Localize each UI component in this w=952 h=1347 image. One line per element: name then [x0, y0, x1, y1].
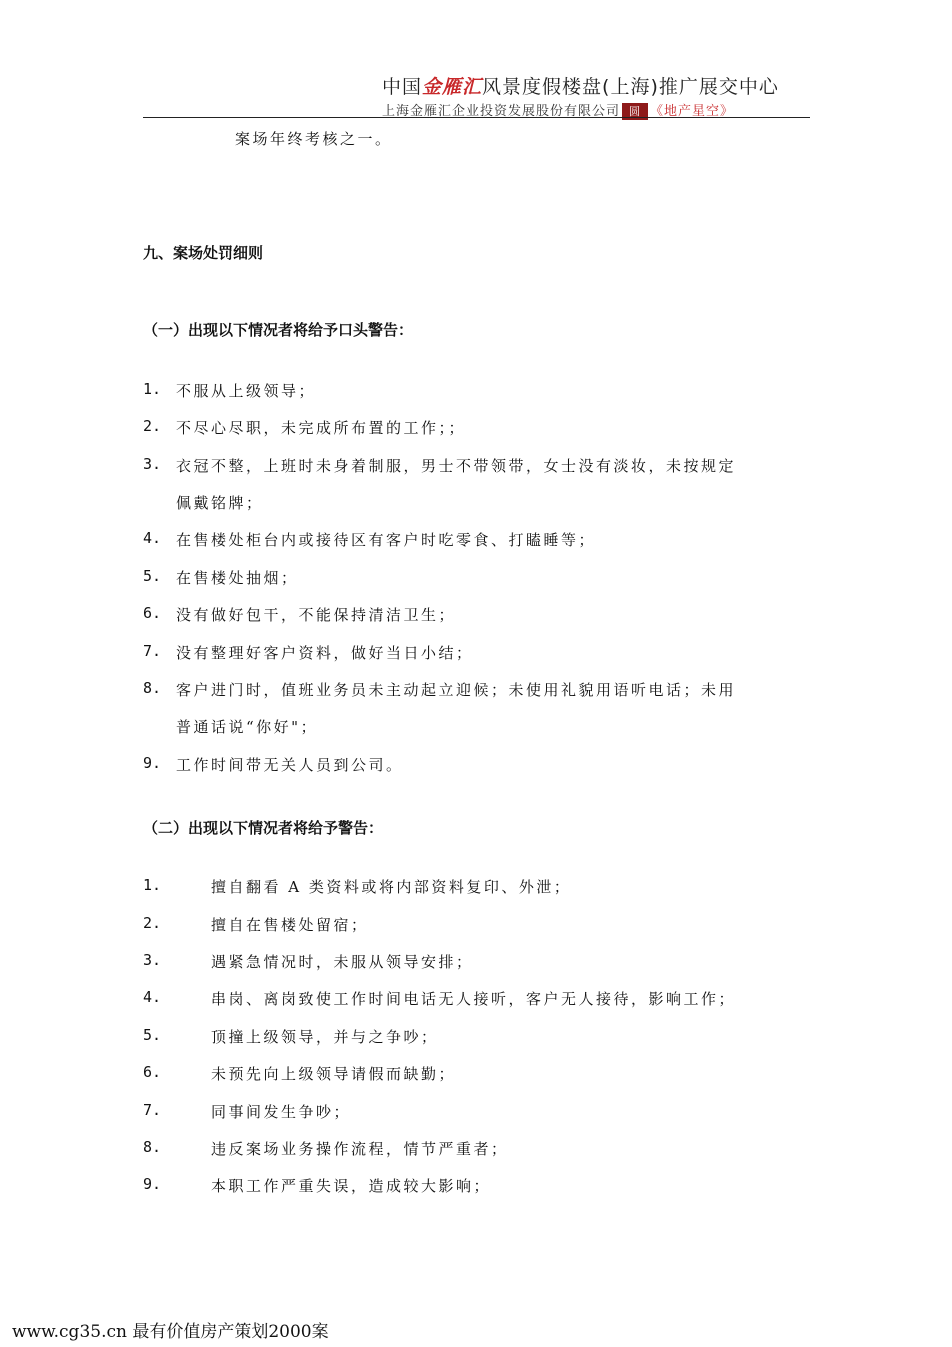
part1-item-text: 不服从上级领导；: [176, 382, 317, 400]
header-suffix: 风景度假楼盘(上海)推广展交中心: [482, 76, 779, 98]
part1-item-text: 没有做好包干，不能保持清洁卫生；: [176, 606, 457, 624]
part2-item-number: 3.: [143, 951, 162, 969]
part2-item-number: 5.: [143, 1026, 162, 1044]
part1-item-number: 2.: [143, 417, 162, 435]
part1-item-text: 不尽心尽职，未完成所布置的工作；；: [176, 419, 467, 437]
part2-item-text: 同事间发生争吵；: [211, 1103, 352, 1121]
part1-item-number: 8.: [143, 679, 162, 697]
part2-item-text: 擅自在售楼处留宿；: [211, 916, 369, 934]
part2-item-text: 违反案场业务操作流程，情节严重者；: [211, 1140, 509, 1158]
part1-item-text: 在售楼处抽烟；: [176, 569, 299, 587]
header-divider: [143, 117, 810, 118]
part2-item-number: 2.: [143, 914, 162, 932]
part1-item-text: 佩戴铭牌；: [176, 494, 264, 512]
publication-name: 《地产星空》: [650, 104, 735, 119]
intro-line: 案场年终考核之一。: [235, 130, 393, 148]
part2-item-number: 1.: [143, 876, 162, 894]
part1-item-number: 9.: [143, 754, 162, 772]
part2-item-text: 顶撞上级领导，并与之争吵；: [211, 1028, 439, 1046]
part2-item-number: 6.: [143, 1063, 162, 1081]
part2-item-text: 串岗、离岗致使工作时间电话无人接听，客户无人接待，影响工作；: [211, 990, 737, 1008]
part1-item-text: 在售楼处柜台内或接待区有客户时吃零食、打瞌睡等；: [176, 531, 597, 549]
company-logo-icon: 圆: [622, 103, 648, 120]
part2-item-text: 本职工作严重失误，造成较大影响；: [211, 1177, 492, 1195]
part2-item-number: 8.: [143, 1138, 162, 1156]
company-name: 上海金雁汇企业投资发展股份有限公司: [382, 104, 621, 119]
part2-item-number: 4.: [143, 988, 162, 1006]
part1-item-number: 5.: [143, 567, 162, 585]
part1-item-text: 客户进门时，值班业务员未主动起立迎候；未使用礼貌用语听电话；未用: [176, 681, 737, 699]
part2-item-text: 遇紧急情况时，未服从领导安排；: [211, 953, 474, 971]
part2-heading: （二）出现以下情况者将给予警告：: [143, 819, 384, 837]
part2-item-number: 9.: [143, 1175, 162, 1193]
footer-text: www.cg35.cn 最有价值房产策划2000案: [12, 1322, 329, 1342]
part1-item-text: 衣冠不整，上班时未身着制服，男士不带领带，女士没有淡妆，未按规定: [176, 457, 737, 475]
part1-item-text: 没有整理好客户资料，做好当日小结；: [176, 644, 474, 662]
part2-item-number: 7.: [143, 1101, 162, 1119]
part1-item-number: 6.: [143, 604, 162, 622]
part1-item-text: 工作时间带无关人员到公司。: [176, 756, 404, 774]
part2-item-text: 未预先向上级领导请假而缺勤；: [211, 1065, 457, 1083]
part1-item-number: 7.: [143, 642, 162, 660]
brand-logo-text: 金雁汇: [422, 76, 483, 98]
header-title: [382, 72, 779, 99]
part1-heading: （一）出现以下情况者将给予口头警告：: [143, 321, 414, 339]
part1-item-number: 4.: [143, 529, 162, 547]
section-title: 九、案场处罚细则: [143, 244, 264, 262]
part1-item-number: 1.: [143, 380, 162, 398]
part1-item-text: 普通话说“你好"；: [176, 718, 319, 736]
part1-item-number: 3.: [143, 455, 162, 473]
header-prefix: 中国: [382, 76, 423, 98]
part2-item-text: 擅自翻看 A 类资料或将内部资料复印、外泄；: [211, 878, 572, 896]
